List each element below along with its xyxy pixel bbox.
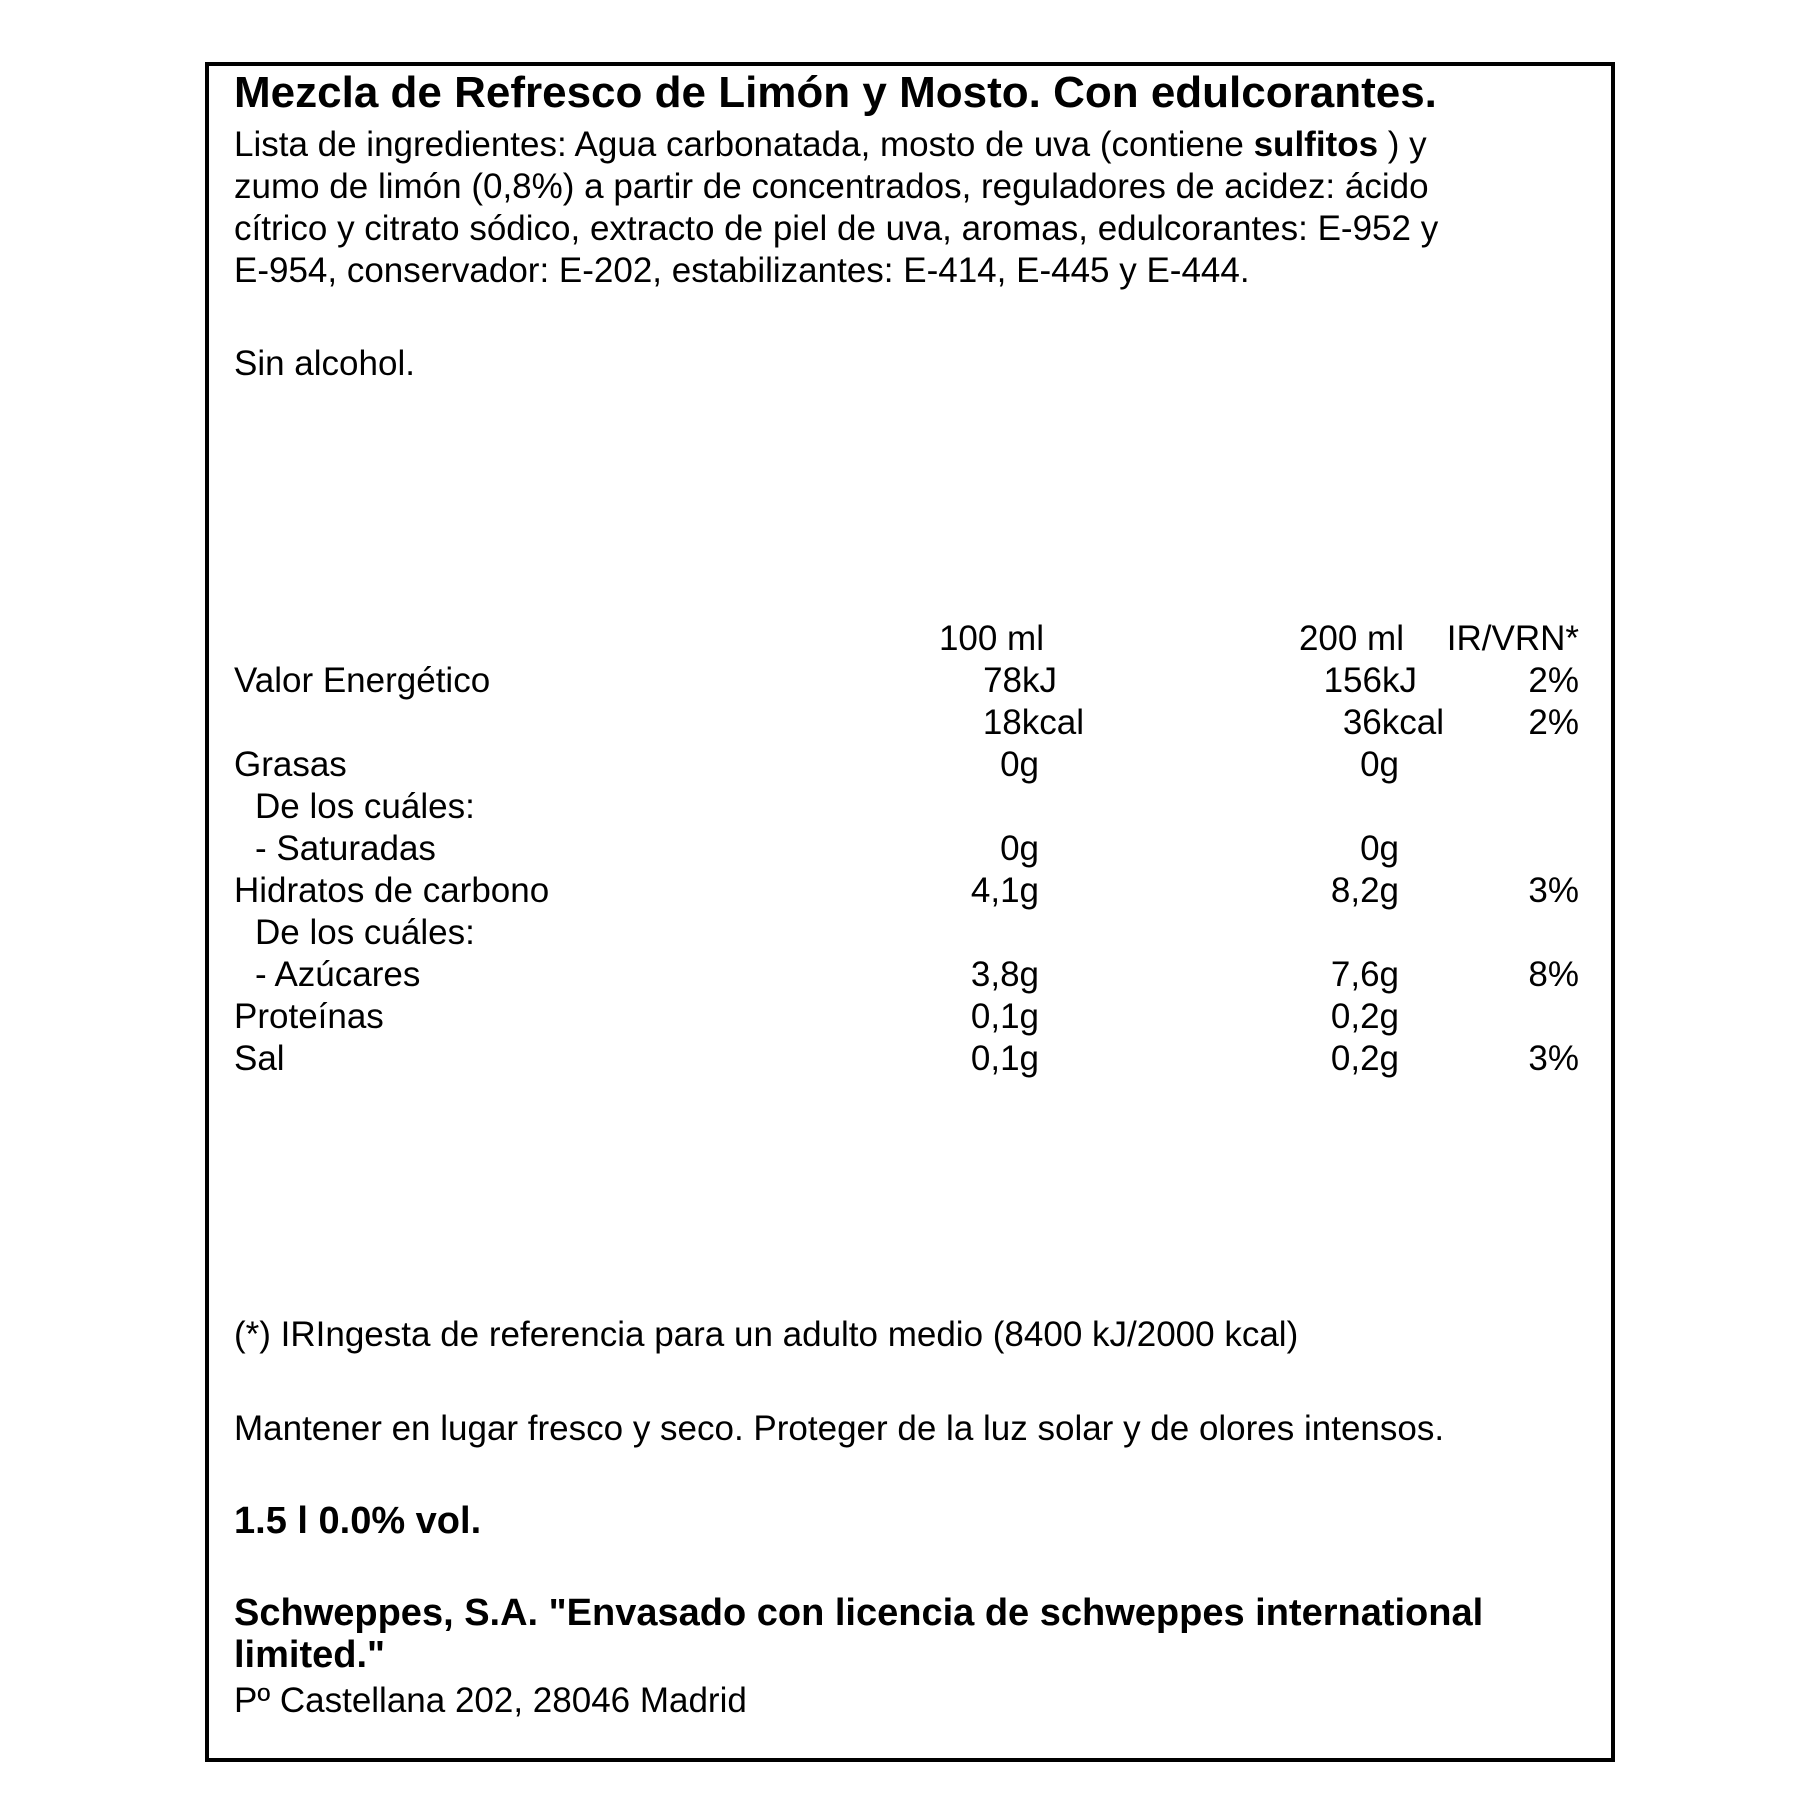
row-value-200ml: 0g [1360, 745, 1399, 784]
row-label: Proteínas [234, 997, 384, 1036]
row-value-100ml: 0g [1000, 745, 1039, 784]
row-ir: 8% [1528, 955, 1579, 994]
row-label: De los cuáles: [255, 913, 475, 952]
row-value-200ml: 0,2g [1330, 997, 1399, 1036]
ingredients-line-2: zumo de limón (0,8%) a partir de concentrados, reguladores de acidez: ácido [234, 167, 1429, 206]
company-line-1: Schweppes, S.A. "Envasado con licencia de schweppes international [234, 1592, 1484, 1634]
row-value-100ml: 3,8g [970, 955, 1039, 994]
product-label [205, 62, 1615, 1762]
row-value-100ml: 0g [1000, 829, 1039, 868]
row-value-200ml: 7,6g [1330, 955, 1399, 994]
company-line-2: limited." [234, 1634, 386, 1676]
row-value-100ml: 4,1g [970, 871, 1039, 910]
row-value-100ml: 18kcal [982, 703, 1084, 742]
row-value-100ml: 0,1g [970, 997, 1039, 1036]
header-200ml: 200 ml [1298, 619, 1404, 658]
header-ir-vrn: IR/VRN* [1446, 619, 1579, 658]
row-ir: 2% [1528, 661, 1579, 700]
footnote: (*) IRIngesta de referencia para un adulto medio (8400 kJ/2000 kcal) [234, 1315, 1299, 1354]
row-value-200ml: 36kcal [1342, 703, 1444, 742]
alcohol-note: Sin alcohol. [234, 344, 415, 383]
header-100ml: 100 ml [938, 619, 1044, 658]
row-value-200ml: 0,2g [1330, 1039, 1399, 1078]
row-label: - Saturadas [255, 829, 436, 868]
row-label: Grasas [234, 745, 347, 784]
ingredients-line-1 [234, 124, 1427, 166]
ingredients-line-3: cítrico y citrato sódico, extracto de piel de uva, aromas, edulcorantes: E-952 y [234, 209, 1439, 248]
row-label: Sal [234, 1039, 285, 1078]
row-label: - Azúcares [255, 955, 421, 994]
ingredients-text: Lista de ingredientes: Agua carbonatada, mosto de uva (contiene [234, 125, 1254, 164]
product-title: Mezcla de Refresco de Limón y Mosto. Con edulcorantes. [234, 68, 1437, 117]
ingredients-text: ) y [1378, 125, 1427, 164]
storage-instructions: Mantener en lugar fresco y seco. Proteger de la luz solar y de olores intensos. [234, 1409, 1445, 1448]
row-value-200ml: 156kJ [1323, 661, 1417, 700]
row-label: Hidratos de carbono [234, 871, 550, 910]
row-label: Valor Energético [234, 661, 491, 700]
allergen-sulfitos: sulfitos [1253, 125, 1379, 164]
row-value-200ml: 0g [1360, 829, 1399, 868]
row-value-100ml: 0,1g [970, 1039, 1039, 1078]
volume-alcohol: 1.5 l 0.0% vol. [234, 1500, 482, 1542]
row-ir: 3% [1528, 871, 1579, 910]
row-ir: 2% [1528, 703, 1579, 742]
company-address: Pº Castellana 202, 28046 Madrid [234, 1681, 747, 1720]
row-value-200ml: 8,2g [1330, 871, 1399, 910]
row-label: De los cuáles: [255, 787, 475, 826]
row-ir: 3% [1528, 1039, 1579, 1078]
row-value-100ml: 78kJ [983, 661, 1057, 700]
ingredients-line-4: E-954, conservador: E-202, estabilizantes: E-414, E-445 y E-444. [234, 251, 1250, 290]
